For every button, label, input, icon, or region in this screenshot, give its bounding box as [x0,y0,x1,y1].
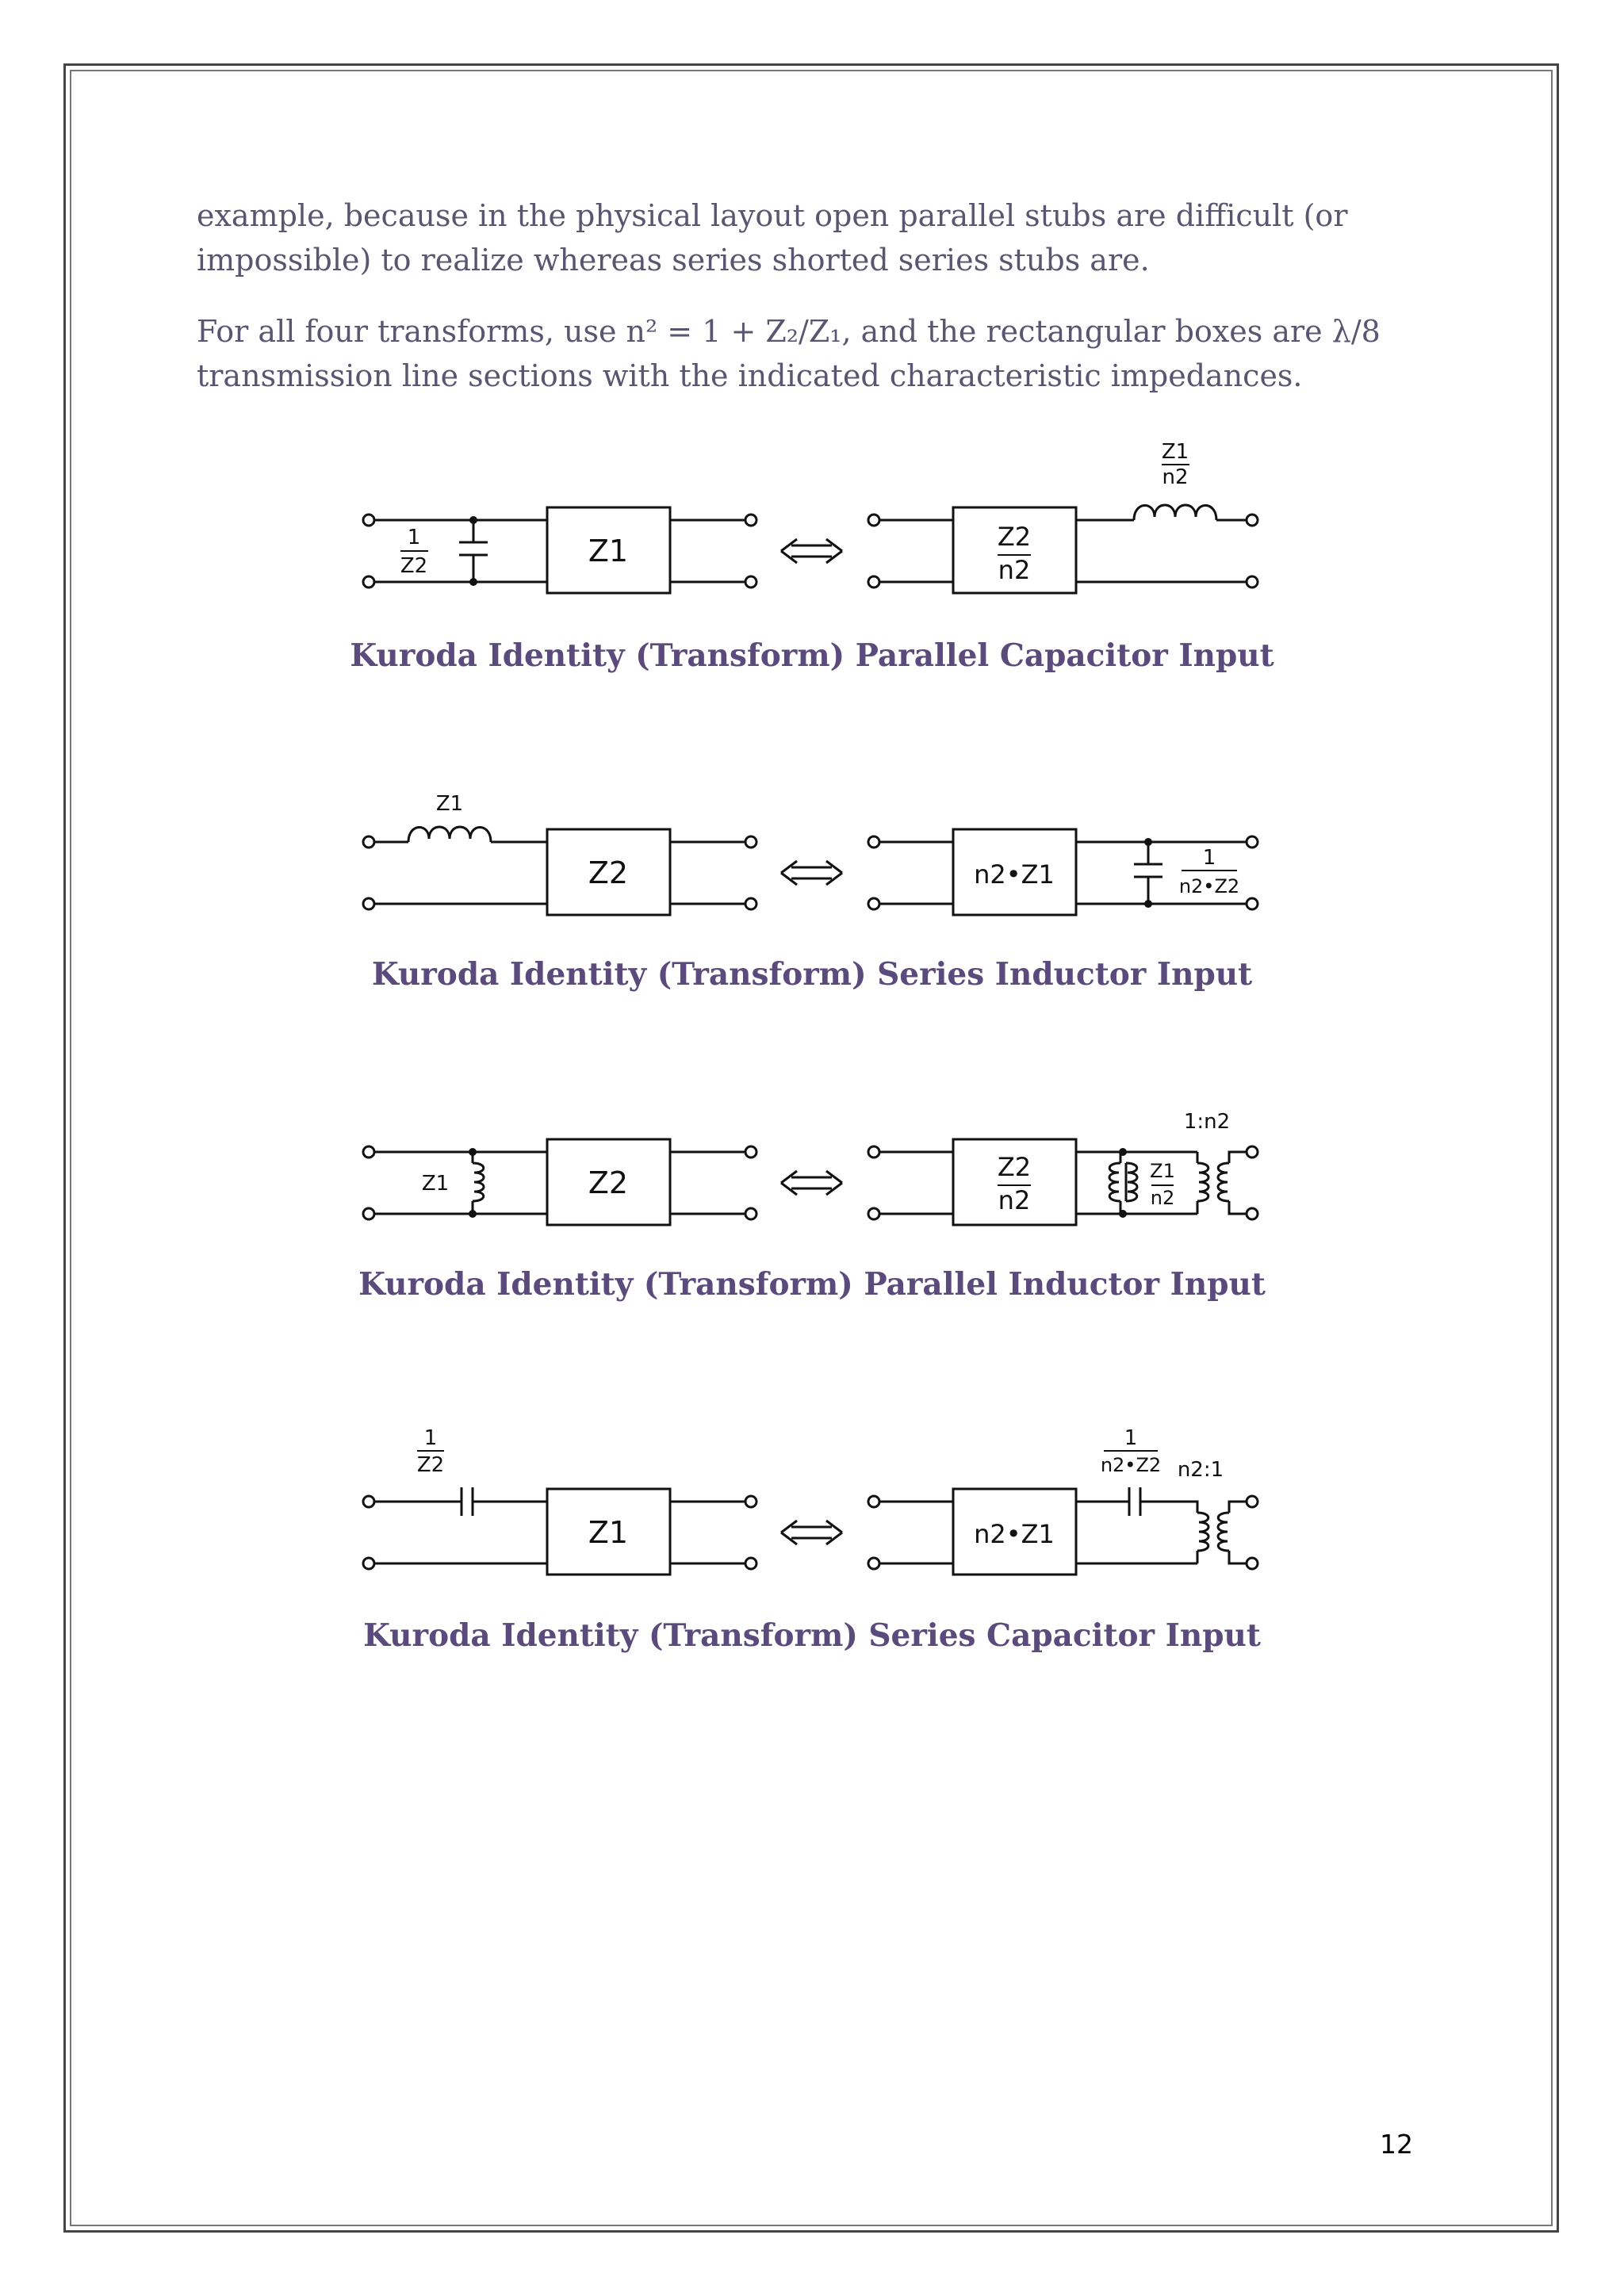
caption-series-capacitor: Kuroda Identity (Transform) Series Capacitor Input [363,1617,1261,1654]
line-impedance-label-right: n2•Z1 [974,1519,1055,1549]
line-impedance-label: Z1 [588,1515,629,1550]
line-impedance-label: Z1 [588,534,629,568]
cap-value-denominator: Z2 [400,554,428,578]
stub-value-numerator: Z1 [1150,1160,1175,1182]
turns-ratio-label: 1:n2 [1183,1110,1231,1134]
paragraph-intro: example, because in the physical layout open parallel stubs are difficult (or impossible) to realize whereas series shorted series stubs are. [197,198,1348,277]
caption-series-inductor: Kuroda Identity (Transform) Series Inductor Input [371,956,1253,993]
line-impedance-denominator: n2 [998,1185,1031,1215]
turns-ratio-label: n2:1 [1177,1458,1224,1482]
page-number: 12 [1380,2129,1413,2160]
stub-value-denominator: n2 [1150,1187,1175,1209]
figure-parallel-inductor [0,1106,1624,1245]
figure-parallel-capacitor [0,428,1624,618]
caption-parallel-capacitor: Kuroda Identity (Transform) Parallel Capacitor Input [350,637,1274,674]
line-impedance-label: Z2 [588,855,629,890]
inductor-value-label: Z1 [435,792,464,816]
line-impedance-denominator: n2 [998,555,1031,585]
line-impedance-numerator: Z2 [997,522,1032,552]
line-impedance-label-right: n2•Z1 [974,859,1055,890]
cap-value-numerator: 1 [407,526,421,549]
series-cap-value-denominator: n2•Z2 [1100,1454,1162,1476]
inductor-value-numerator: Z1 [1161,440,1189,464]
paragraph-transforms: For all four transforms, use n² = 1 + Z₂/Z₁, and the rectangular boxes are λ/8 transmission line sections with the indicated characteristic impedances. [197,314,1381,393]
series-cap-value-numerator: 1 [1124,1426,1138,1450]
figure-series-capacitor [0,1419,1624,1594]
line-impedance-label: Z2 [588,1165,629,1200]
inductor-value-denominator: n2 [1162,465,1189,489]
cap-value-denominator: Z2 [416,1453,445,1477]
caption-parallel-inductor: Kuroda Identity (Transform) Parallel Inductor Input [358,1266,1266,1303]
line-impedance-numerator: Z2 [997,1152,1032,1182]
cap-value-denominator: n2•Z2 [1178,875,1240,897]
cap-value-numerator: 1 [423,1426,438,1450]
cap-value-numerator: 1 [1202,846,1216,870]
figure-series-inductor [0,785,1624,936]
inductor-value-label: Z1 [421,1172,450,1196]
